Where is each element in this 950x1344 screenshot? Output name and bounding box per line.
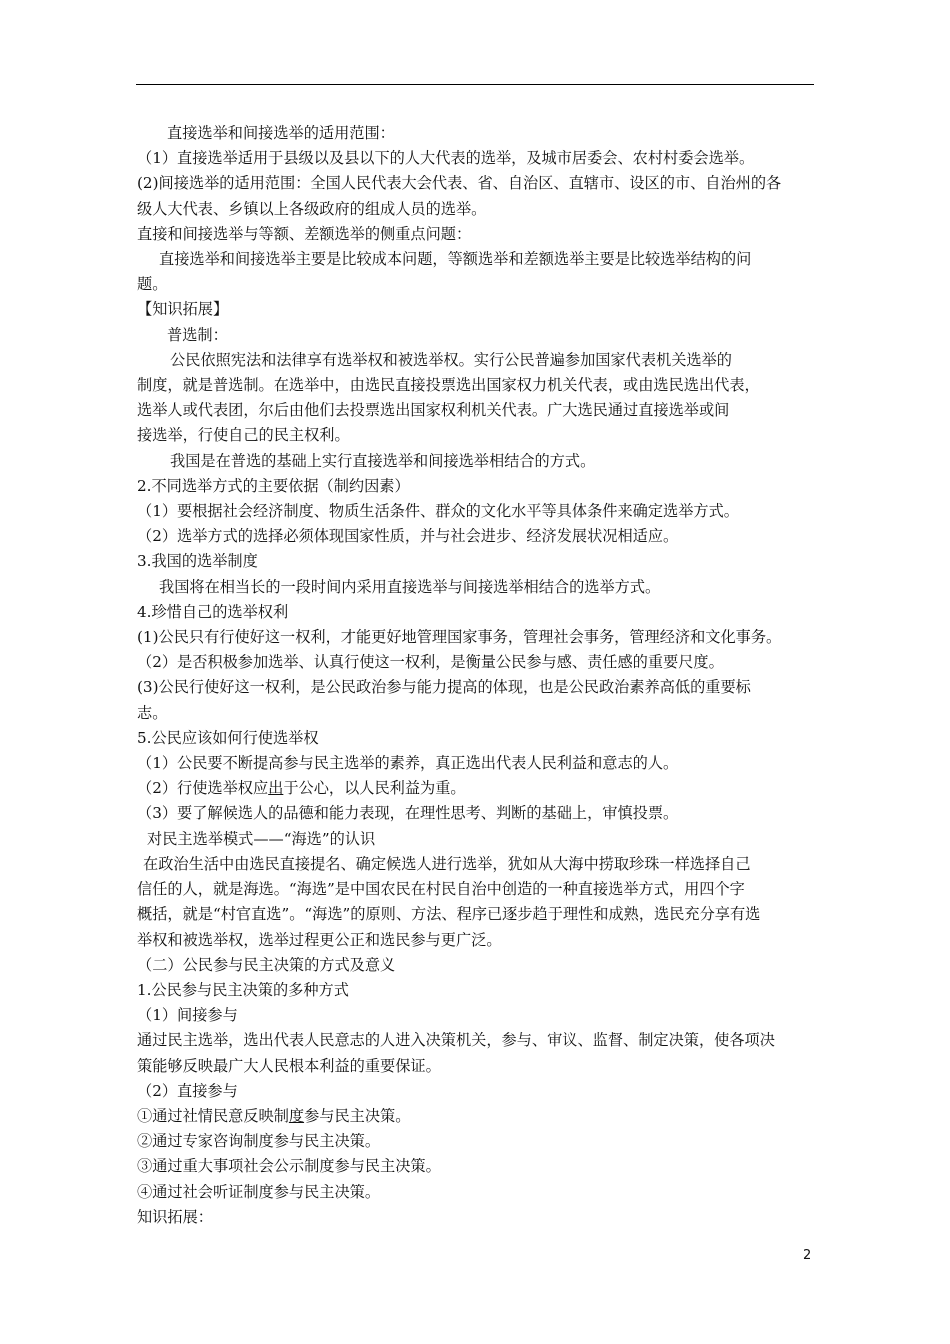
- list-item: ②通过专家咨询制度参与民主决策。: [137, 1132, 380, 1151]
- paragraph: (2)间接选举的适用范围：全国人民代表大会代表、省、自治区、直辖市、设区的市、自治州的各: [137, 174, 782, 193]
- section-heading: 3.我国的选举制度: [137, 552, 258, 571]
- section-heading: 1.公民参与民主决策的多种方式: [137, 980, 349, 999]
- section-heading: 知识拓展：: [137, 1207, 213, 1226]
- page-number: 2: [803, 1248, 812, 1263]
- paragraph: 通过民主选举，选出代表人民意志的人进入决策机关，参与、审议、监督、制定决策，使各项决: [137, 1031, 775, 1050]
- section-heading: 5.公民应该如何行使选举权: [137, 728, 319, 747]
- paragraph: 级人大代表、乡镇以上各级政府的组成人员的选举。: [137, 199, 487, 218]
- section-heading: 4.珍惜自己的选举权利: [137, 602, 289, 621]
- paragraph: 题。: [137, 275, 168, 294]
- section-heading: 直接和间接选举与等额、差额选举的侧重点问题：: [137, 224, 472, 243]
- list-item: （1）间接参与: [137, 1006, 238, 1025]
- text-run: 参与民主决策。: [304, 1106, 411, 1125]
- list-item: （1）要根据社会经济制度、物质生活条件、群众的文化水平等具体条件来确定选举方式。: [137, 502, 739, 521]
- list-item: 志。: [137, 703, 168, 722]
- paragraph: 我国将在相当长的一段时间内采用直接选举与间接选举相结合的选举方式。: [159, 577, 661, 596]
- paragraph: 选举人或代表团，尔后由他们去投票选出国家权利机关代表。广大选民通过直接选举或间: [137, 401, 730, 420]
- list-item: （3）要了解候选人的品德和能力表现，在理性思考、判断的基础上，审慎投票。: [137, 804, 679, 823]
- section-heading: 普选制：: [167, 325, 228, 344]
- section-heading: 【知识拓展】: [137, 300, 229, 319]
- document-body: [137, 121, 817, 1230]
- header-rule: [136, 84, 814, 85]
- list-item: ④通过社会听证制度参与民主决策。: [137, 1182, 380, 1201]
- paragraph: 信任的人，就是海选。“海选”是中国农民在村民自治中创造的一种直接选举方式，用四个字: [137, 880, 745, 899]
- paragraph: 在政治生活中由选民直接提名、确定候选人进行选举，犹如从大海中捞取珍珠一样选择自己: [143, 854, 751, 873]
- list-item: (1)公民只有行使好这一权利，才能更好地管理国家事务，管理社会事务，管理经济和文化事务。: [137, 628, 782, 647]
- section-heading: 2.不同选举方式的主要依据（制约因素）: [137, 476, 410, 495]
- text-run: 于公心，以人民利益为重。: [283, 779, 466, 798]
- list-item: （1）公民要不断提高参与民主选举的素养，真正选出代表人民利益和意志的人。: [137, 754, 679, 773]
- list-item: ③通过重大事项社会公示制度参与民主决策。: [137, 1157, 441, 1176]
- paragraph: 制度，就是普选制。在选举中，由选民直接投票选出国家权力机关代表，或由选民选出代表，: [137, 376, 760, 395]
- list-item: [137, 1104, 817, 1129]
- underlined-text: 出: [268, 779, 284, 798]
- list-item: [137, 776, 817, 801]
- section-heading: 对民主选举模式——“海选”的认识: [147, 829, 376, 848]
- list-item: (3)公民行使好这一权利，是公民政治参与能力提高的体现，也是公民政治素养高低的重要标: [137, 678, 751, 697]
- paragraph: 接选举，行使自己的民主权利。: [137, 426, 350, 445]
- paragraph: （1）直接选举适用于县级以及县以下的人大代表的选举，及城市居委会、农村村委会选举。: [137, 149, 755, 168]
- paragraph: 概括，就是“村官直选”。“海选”的原则、方法、程序已逐步趋于理性和成熟，选民充分享有选: [137, 905, 761, 924]
- underlined-text: 度: [288, 1106, 305, 1125]
- list-item: （2）直接参与: [137, 1081, 238, 1100]
- text-run: （2）行使选举权应: [137, 779, 269, 798]
- list-item: （2）选举方式的选择必须体现国家性质，并与社会进步、经济发展状况相适应。: [137, 527, 679, 546]
- paragraph: 策能够反映最广大人民根本利益的重要保证。: [137, 1056, 441, 1075]
- paragraph: 公民依照宪法和法律享有选举权和被选举权。实行公民普遍参加国家代表机关选举的: [170, 350, 732, 369]
- paragraph: 直接选举和间接选举主要是比较成本问题，等额选举和差额选举主要是比较选举结构的问: [159, 250, 752, 269]
- paragraph: 直接选举和间接选举的适用范围：: [167, 124, 395, 142]
- paragraph: 我国是在普选的基础上实行直接选举和间接选举相结合的方式。: [170, 451, 596, 470]
- section-heading: （二）公民参与民主决策的方式及意义: [137, 955, 396, 974]
- list-item: （2）是否积极参加选举、认真行使这一权利，是衡量公民参与感、责任感的重要尺度。: [137, 653, 724, 672]
- text-run: ①通过社情民意反映制: [137, 1106, 289, 1125]
- paragraph: 举权和被选举权，选举过程更公正和选民参与更广泛。: [137, 930, 502, 949]
